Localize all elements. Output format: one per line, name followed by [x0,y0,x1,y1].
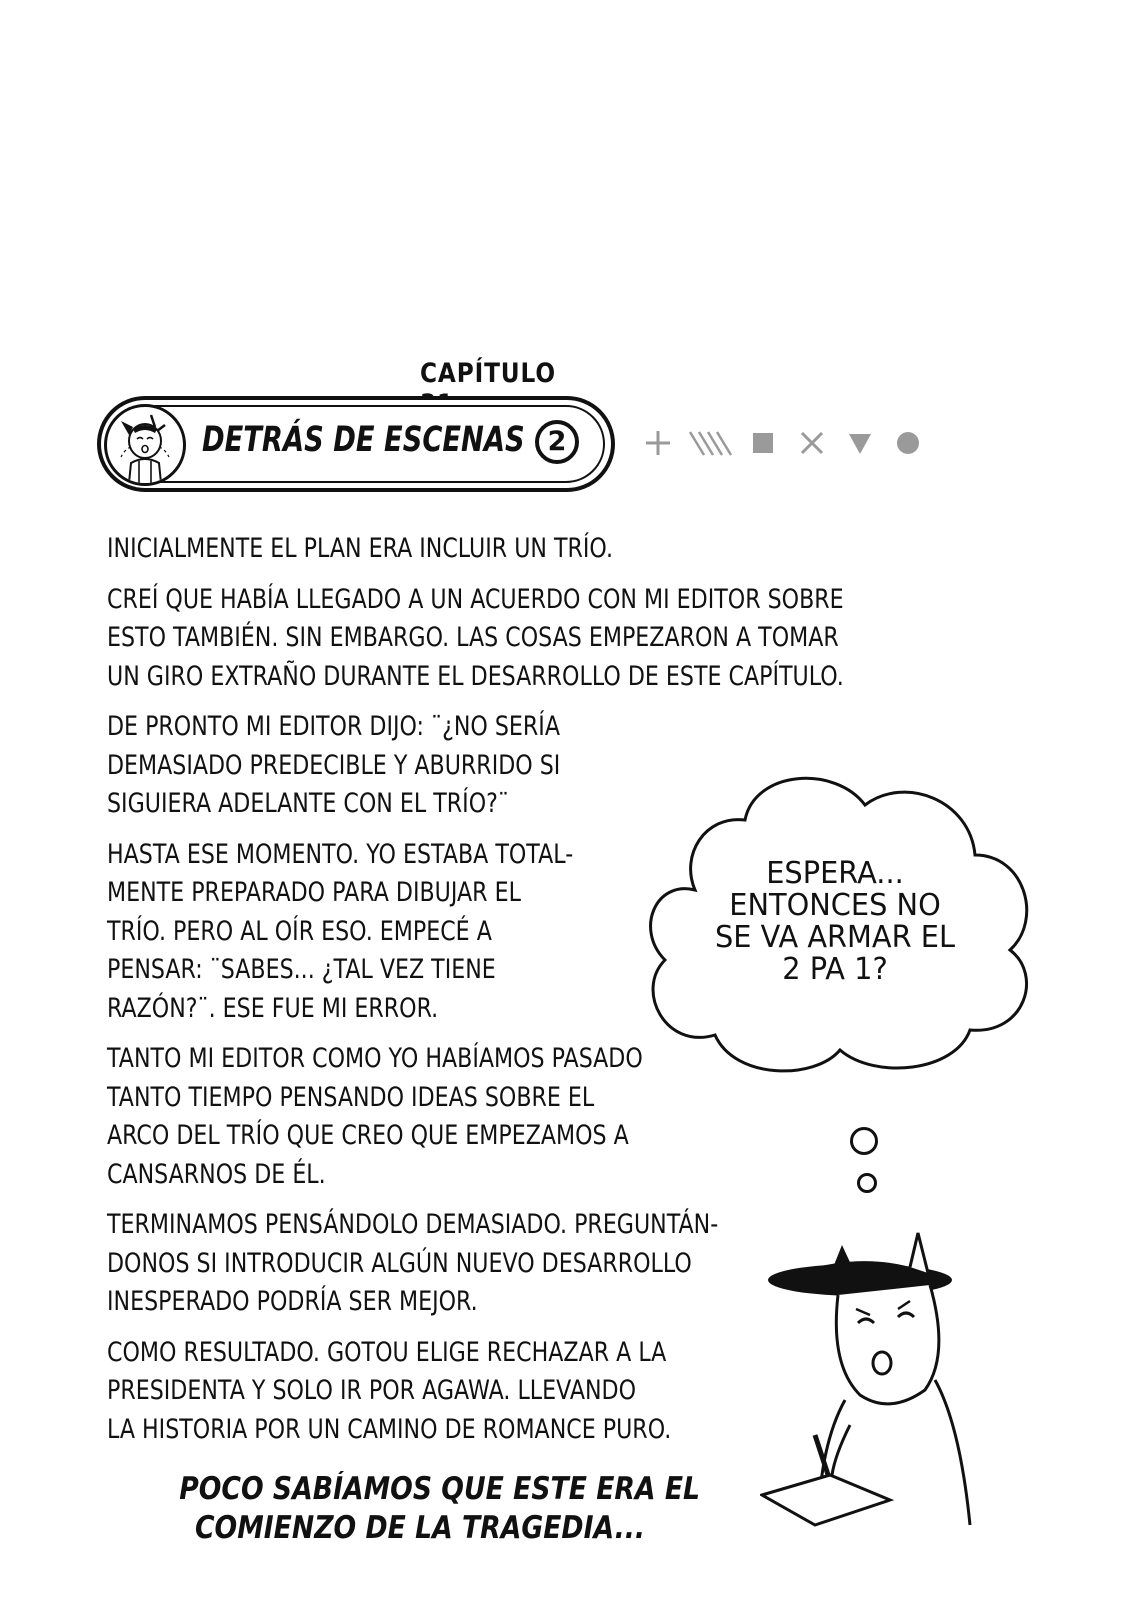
paragraph-1 [107,530,887,569]
text-line: ESTO TAMBIÉN. SIN EMBARGO. LAS COSAS EMPEZARON A TOMAR [107,622,839,653]
paragraph-3 [107,708,667,824]
paragraph-4 [107,836,667,1029]
author-avatar [104,404,186,486]
cow-author-icon [107,407,183,483]
text-line: PRESIDENTA Y SOLO IR POR AGAWA. LLEVANDO [107,1375,637,1406]
text-line: COMO RESULTADO. GOTOU ELIGE RECHAZAR A LA [107,1336,667,1368]
text-line: UN GIRO EXTRAÑO DURANTE EL DESARROLLO DE ESTE CAPÍTULO. [107,660,844,692]
closing-line: COMIENZO DE LA TRAGEDIA... [194,1510,645,1546]
cross-icon [802,433,822,453]
circle-icon [897,432,919,454]
text-line: TANTO TIEMPO PENSANDO IDEAS SOBRE EL [107,1081,595,1113]
decoration-row [640,423,930,463]
closing-line: POCO SABÍAMOS QUE ESTE ERA EL [179,1471,701,1507]
slash-lines-icon [690,432,731,455]
bubble-line: ENTONCES NO [729,888,941,923]
thought-bubble-dot-large [850,1127,878,1155]
text-line: PENSAR: ¨SABES... ¿TAL VEZ TIENE [107,954,496,985]
text-line: TERMINAMOS PENSÁNDOLO DEMASIADO. PREGUNTÁN- [107,1209,719,1240]
text-line: RAZÓN?¨. ESE FUE MI ERROR. [107,992,439,1024]
text-line: DONOS SI INTRODUCIR ALGÚN NUEVO DESARROLLO [107,1247,692,1279]
bubble-line: 2 PA 1? [782,952,888,987]
text-line: DE PRONTO MI EDITOR DIJO: ¨¿NO SERÍA [107,711,560,742]
cow-character-drawing-illustration [760,1225,1000,1535]
text-line: SIGUIERA ADELANTE CON EL TRÍO?¨ [107,788,509,819]
paragraph-6 [107,1206,719,1322]
plus-icon [646,431,670,455]
section-number-badge: 2 [535,420,579,464]
text-line: CANSARNOS DE ÉL. [107,1158,326,1190]
chapter-label: CAPÍTULO [420,358,556,389]
text-line: HASTA ESE MOMENTO. YO ESTABA TOTAL- [107,838,574,870]
paragraph-2 [107,581,887,697]
text-line: MENTE PREPARADO PARA DIBUJAR EL [107,877,521,908]
triangle-down-icon [849,434,871,454]
paragraph-5 [107,1040,667,1194]
text-line: DEMASIADO PREDECIBLE Y ABURRIDO SI [107,749,561,781]
text-line: ARCO DEL TRÍO QUE CREO QUE EMPEZAMOS A [107,1120,629,1151]
bubble-line: ESPERA... [766,856,904,891]
text-line: LA HISTORIA POR UN CAMINO DE ROMANCE PURO. [107,1413,672,1445]
bubble-line: SE VA ARMAR EL [714,920,956,955]
text-line: INESPERADO PODRÍA SER MEJOR. [107,1286,478,1317]
text-line: TANTO MI EDITOR COMO YO HABÍAMOS PASADO [107,1043,643,1074]
thought-bubble-dot-small [857,1173,877,1193]
closing-text [140,1470,700,1548]
text-line: CREÍ QUE HABÍA LLEGADO A UN ACUERDO CON MI EDITOR SOBRE [107,583,844,615]
square-icon [753,433,773,453]
text-line: TRÍO. PERO AL OÍR ESO. EMPECÉ A [107,915,492,947]
section-title: DETRÁS DE ESCENAS [202,420,525,460]
thought-bubble-text [685,858,985,986]
text-line: INICIALMENTE EL PLAN ERA INCLUIR UN TRÍO. [107,533,614,564]
paragraph-7 [107,1334,672,1450]
